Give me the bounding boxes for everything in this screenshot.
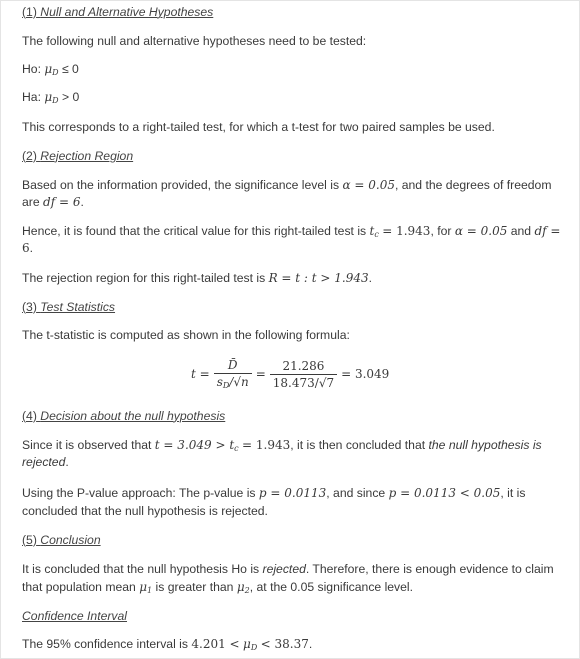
conclusion-line2: that population mean $\mu_1$ is greater than $\mu_2$, at the 0.05 significance level. — [22, 580, 414, 595]
hypotheses-intro: The following null and alternative hypotheses need to be tested: — [22, 34, 367, 48]
alternative-hypothesis: Ha: $\mu_D > 0$ — [22, 90, 80, 105]
test-type-text: This corresponds to a right-tailed test, for which a t-test for two paired samples be used. — [22, 120, 495, 134]
pvalue-text-line2: concluded that the null hypothesis is rejected. — [22, 504, 268, 518]
formula-equals: = — [255, 367, 266, 381]
test-statistic-intro: The t-statistic is computed as shown in the following formula: — [22, 328, 350, 342]
heading-decision: (4) Decision about the null hypothesis — [22, 409, 226, 423]
heading-hypotheses: (1) Null and Alternative Hypotheses — [22, 5, 214, 19]
formula-t: t = — [191, 367, 210, 381]
heading-test-statistics: (3) Test Statistics — [22, 300, 116, 314]
critical-value-line2: 6. — [22, 241, 34, 255]
rejection-region-text: The rejection region for this right-tailed test is R = t : t > 1.943. — [22, 271, 373, 285]
formula-fraction-numeric: $\frac{21.286}{18.473/√7}$ — [270, 359, 337, 390]
heading-conclusion: (5) Conclusion — [22, 533, 101, 547]
decision-text-line2: rejected. — [22, 455, 69, 469]
pvalue-text-line1: Using the P-value approach: The p-value is p = 0.0113, and since p = 0.0113 < 0.05, it is — [22, 486, 526, 500]
significance-text-line2: are df = 6. — [22, 195, 84, 209]
critical-value-line1: Hence, it is found that the critical value for this right-tailed test is $t_c = 1.943$, for α = 0.05 and df = — [22, 224, 561, 239]
heading-confidence-interval: Confidence Interval — [22, 609, 128, 623]
t-statistic-formula — [191, 358, 389, 390]
formula-result: = 3.049 — [341, 367, 390, 381]
heading-rejection-region: (2) Rejection Region — [22, 149, 134, 163]
null-hypothesis: Ho: $\mu_D \le 0$ — [22, 62, 79, 77]
confidence-interval-text: The 95% confidence interval is $4.201 < \mu_D < 38.37$. — [22, 637, 313, 652]
formula-fraction-symbolic: $\frac{D̄}{s_D/√n}$ — [214, 358, 252, 390]
significance-text-line1: Based on the information provided, the significance level is α = 0.05, and the degrees of freedom — [22, 178, 552, 192]
conclusion-line1: It is concluded that the null hypothesis Ho is rejected. Therefore, there is enough evidence to claim — [22, 562, 554, 576]
decision-text-line1: Since it is observed that $t = 3.049 > t_c = 1.943$, it is then concluded that the null hypothesis is — [22, 438, 542, 453]
